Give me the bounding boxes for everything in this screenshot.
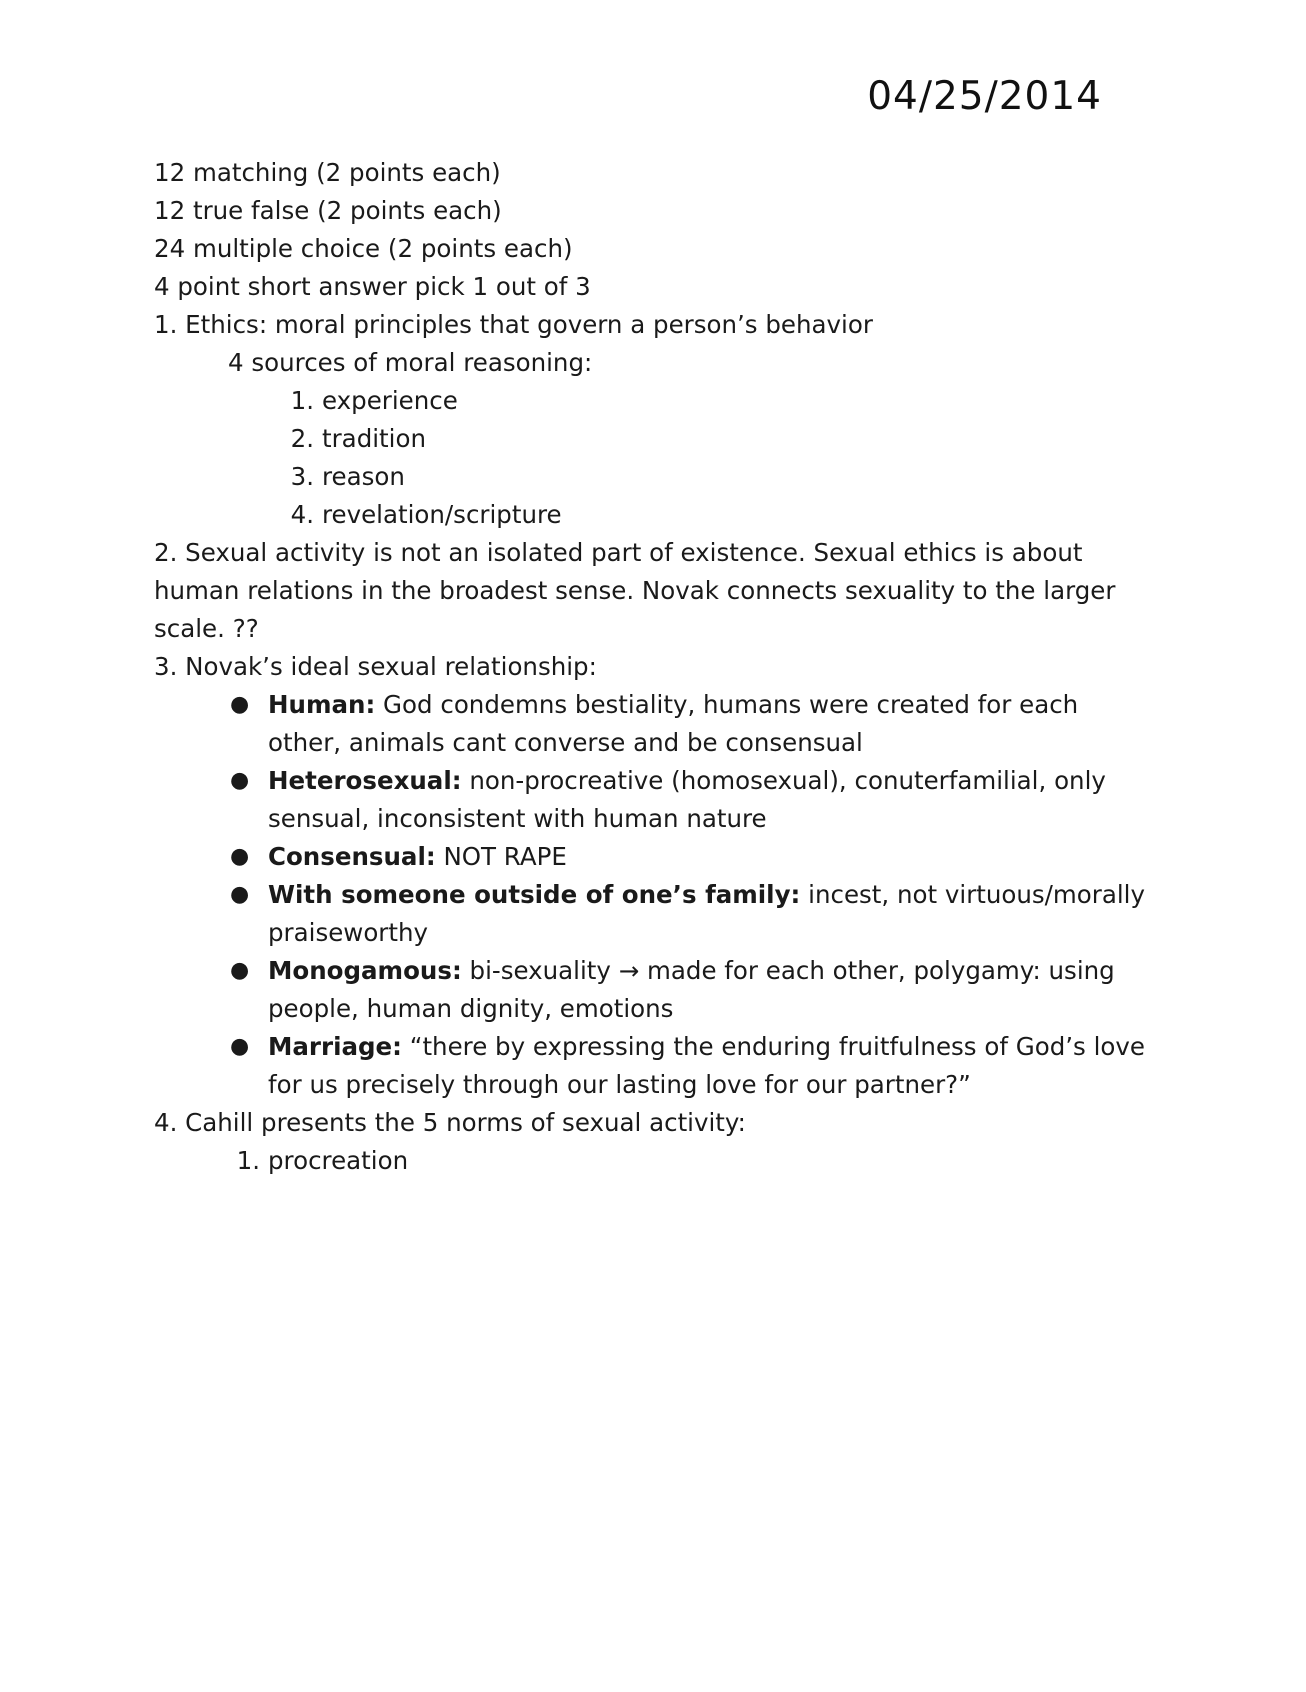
bullet-icon: ● [230,958,250,983]
list-item: 2. tradition [290,424,426,453]
list-item: ● Human: God condemns bestiality, humans were created for each other, animals cant converse and be consensual [154,686,1154,762]
list-item: 4. revelation/scripture [290,500,562,529]
list-item: 1. procreation [236,1146,409,1175]
notes-body [154,154,1154,1180]
exam-format-line: 24 multiple choice (2 points each) [154,234,573,263]
item-3-heading: 3. Novak’s ideal sexual relationship: [154,652,597,681]
bullet-icon: ● [230,692,250,717]
list-item: ● With someone outside of one’s family: incest, not virtuous/morally praiseworthy [154,876,1154,952]
list-item: 1. experience [290,386,458,415]
item-4-heading: 4. Cahill presents the 5 norms of sexual activity: [154,1108,746,1137]
bullet-icon: ● [230,768,250,793]
list-item: ● Monogamous: bi-sexuality → made for each other, polygamy: using people, human dignity, emotions [154,952,1154,1028]
list-item: ● Heterosexual: non-procreative (homosexual), conuterfamilial, only sensual, inconsistent with human nature [154,762,1154,838]
list-item: ● Marriage: “there by expressing the enduring fruitfulness of God’s love for us precisely through our lasting love for our partner?” [154,1028,1154,1104]
bullet-icon: ● [230,882,250,907]
list-item: ● Consensual: NOT RAPE [154,838,1154,876]
bullet-icon: ● [230,844,250,869]
exam-format-line: 4 point short answer pick 1 out of 3 [154,272,591,301]
exam-format-line: 12 matching (2 points each) [154,158,501,187]
item-1-subheading: 4 sources of moral reasoning: [228,348,593,377]
item-2-paragraph: 2. Sexual activity is not an isolated part of existence. Sexual ethics is about human relations in the broadest sense. Novak connects sexuality to the larger scale. ?? [154,538,1116,643]
bullet-icon: ● [230,1034,250,1059]
item-1-heading: 1. Ethics: moral principles that govern a person’s behavior [154,310,873,339]
document-date: 04/25/2014 [867,74,1102,119]
moral-sources-list [154,382,1154,534]
list-item: 3. reason [290,462,405,491]
exam-format-line: 12 true false (2 points each) [154,196,502,225]
ideal-relationship-list [154,686,1154,1104]
norms-list [154,1142,1154,1180]
